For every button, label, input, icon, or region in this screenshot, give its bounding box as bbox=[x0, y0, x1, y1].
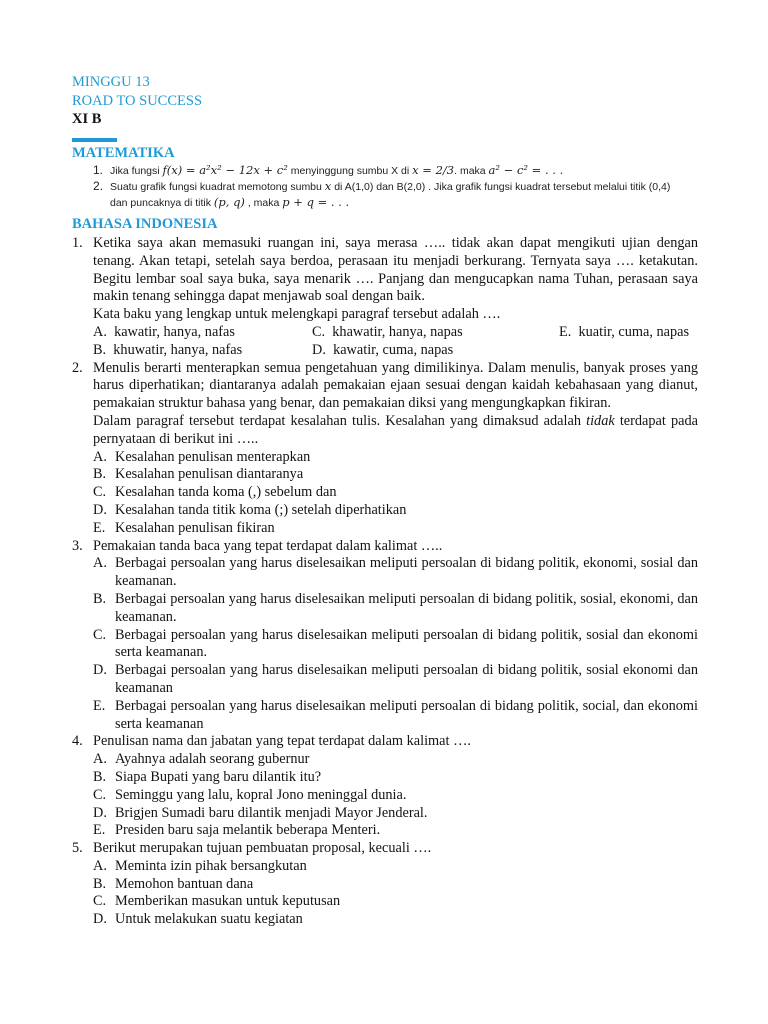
option-d[interactable]: D. Berbagai persoalan yang harus diselesaikan meliputi persoalan di bidang politik, sosial ekonomi dan keamanan bbox=[93, 662, 698, 696]
question-paragraph: Ketika saya akan memasuki ruangan ini, saya merasa ….. tidak akan dapat mengikuti ujian dengan tenang. Akan tetapi, setelah saya berdoa, perasaan itu menjadi berkurang. Ternyata saya …. ketakutan. Begitu lembar soal saya buka, saya menarik …. Panjang dan mengucapkan nama Tuhan, perasaan saya makin tenang sehingga dapat menjawab soal dengan baik. bbox=[93, 235, 698, 305]
question-1 bbox=[72, 235, 698, 360]
accent-bar bbox=[72, 138, 117, 142]
bahasa-questions bbox=[72, 235, 698, 929]
question-number: 2. bbox=[72, 359, 83, 376]
option-b[interactable]: B. Kesalahan penulisan diantaranya bbox=[93, 466, 304, 483]
option-a[interactable]: A. Kesalahan penulisan menterapkan bbox=[93, 448, 311, 465]
option-c[interactable]: C. khawatir, hanya, napas bbox=[312, 323, 463, 340]
question-5 bbox=[72, 840, 698, 929]
math-section-title: MATEMATIKA bbox=[72, 145, 175, 161]
option-e[interactable]: E. Kesalahan penulisan fikiran bbox=[93, 519, 275, 536]
option-e[interactable]: E. kuatir, cuma, napas bbox=[559, 323, 690, 340]
question-text: Jika fungsi f(x) = a²x² − 12x + c² menyinggung sumbu X di x = 2/3. maka a² − c² = . . . bbox=[110, 163, 564, 177]
option-a[interactable]: A. kawatir, hanya, nafas bbox=[93, 323, 235, 340]
option-b[interactable]: B. Memohon bantuan dana bbox=[93, 875, 254, 892]
option-a[interactable]: A. Ayahnya adalah seorang gubernur bbox=[93, 751, 310, 768]
option-a[interactable]: A. Berbagai persoalan yang harus diselesaikan meliputi persoalan di bidang politik, ekonomi, sosial dan keamanan. bbox=[93, 555, 698, 590]
question-number: 4. bbox=[72, 733, 83, 750]
option-d[interactable]: D. Kesalahan tanda titik koma (;) setelah diperhatikan bbox=[93, 501, 407, 518]
option-d[interactable]: D. kawatir, cuma, napas bbox=[312, 341, 454, 358]
class-label: XI B bbox=[72, 111, 102, 127]
option-c[interactable]: C. Berbagai persoalan yang harus diselesaikan meliputi persoalan di bidang politik, sosial dan ekonomi serta keamanan. bbox=[93, 626, 698, 661]
question-prompt: Penulisan nama dan jabatan yang tepat terdapat dalam kalimat …. bbox=[93, 733, 471, 750]
question-3 bbox=[72, 538, 698, 734]
option-c[interactable]: C. Memberikan masukan untuk keputusan bbox=[93, 893, 341, 910]
question-4 bbox=[72, 733, 698, 840]
question-prompt: Dalam paragraf tersebut terdapat kesalahan tulis. Kesalahan yang dimaksud adalah tidak terdapat pada pernyataan di berikut ini ….. bbox=[93, 412, 698, 447]
option-c[interactable]: C. Kesalahan tanda koma (,) sebelum dan bbox=[93, 484, 337, 501]
question-text: Suatu grafik fungsi kuadrat memotong sumbu x di A(1,0) dan B(2,0) . Jika grafik fungsi kuadrat tersebut melalui titik (0,4) bbox=[110, 179, 671, 193]
option-a[interactable]: A. Meminta izin pihak bersangkutan bbox=[93, 857, 307, 874]
option-d[interactable]: D. Brigjen Sumadi baru dilantik menjadi Mayor Jenderal. bbox=[93, 804, 428, 821]
question-number: 3. bbox=[72, 537, 83, 554]
option-e[interactable]: E. Berbagai persoalan yang harus diselesaikan meliputi persoalan di bidang politik, social, dan ekonomi serta keamanan bbox=[93, 697, 698, 732]
question-prompt: Berikut merupakan tujuan pembuatan proposal, kecuali …. bbox=[93, 840, 432, 857]
question-prompt: Pemakaian tanda baca yang tepat terdapat dalam kalimat ….. bbox=[93, 537, 443, 554]
answer-options bbox=[93, 324, 698, 360]
week-label: MINGGU 13 bbox=[72, 74, 150, 90]
option-b[interactable]: B. Berbagai persoalan yang harus diselesaikan meliputi persoalan di bidang politik, sosial, ekonomi, dan keamanan. bbox=[93, 590, 698, 625]
question-paragraph: Menulis berarti menterapkan semua pengetahuan yang dimilikinya. Dalam menulis, banyak proses yang harus diperhatikan; diantaranya adalah pemakaian ejaan sesuai dengan kaidah kebahasaan yang dianut, pemakaian struktur bahasa yang benar, dan pemakaian diksi yang mengungkapkan fikiran. bbox=[93, 359, 698, 412]
question-number: 1. bbox=[93, 163, 104, 177]
slogan-label: ROAD TO SUCCESS bbox=[72, 93, 203, 109]
question-number: 5. bbox=[72, 840, 83, 857]
question-number: 2. bbox=[93, 179, 104, 193]
question-text-line2: dan puncaknya di titik (p, q) , maka p + q = . . . bbox=[110, 195, 350, 209]
question-prompt: Kata baku yang lengkap untuk melengkapi paragraf tersebut adalah …. bbox=[93, 306, 501, 323]
bahasa-section-title: BAHASA INDONESIA bbox=[72, 216, 218, 232]
question-number: 1. bbox=[72, 235, 83, 251]
option-b[interactable]: B. khuwatir, hanya, nafas bbox=[93, 341, 243, 358]
option-c[interactable]: C. Seminggu yang lalu, kopral Jono meninggal dunia. bbox=[93, 786, 407, 803]
option-e[interactable]: E. Presiden baru saja melantik beberapa Menteri. bbox=[93, 822, 381, 839]
option-d[interactable]: D. Untuk melakukan suatu kegiatan bbox=[93, 911, 303, 928]
option-b[interactable]: B. Siapa Bupati yang baru dilantik itu? bbox=[93, 768, 322, 785]
question-2 bbox=[72, 360, 698, 538]
